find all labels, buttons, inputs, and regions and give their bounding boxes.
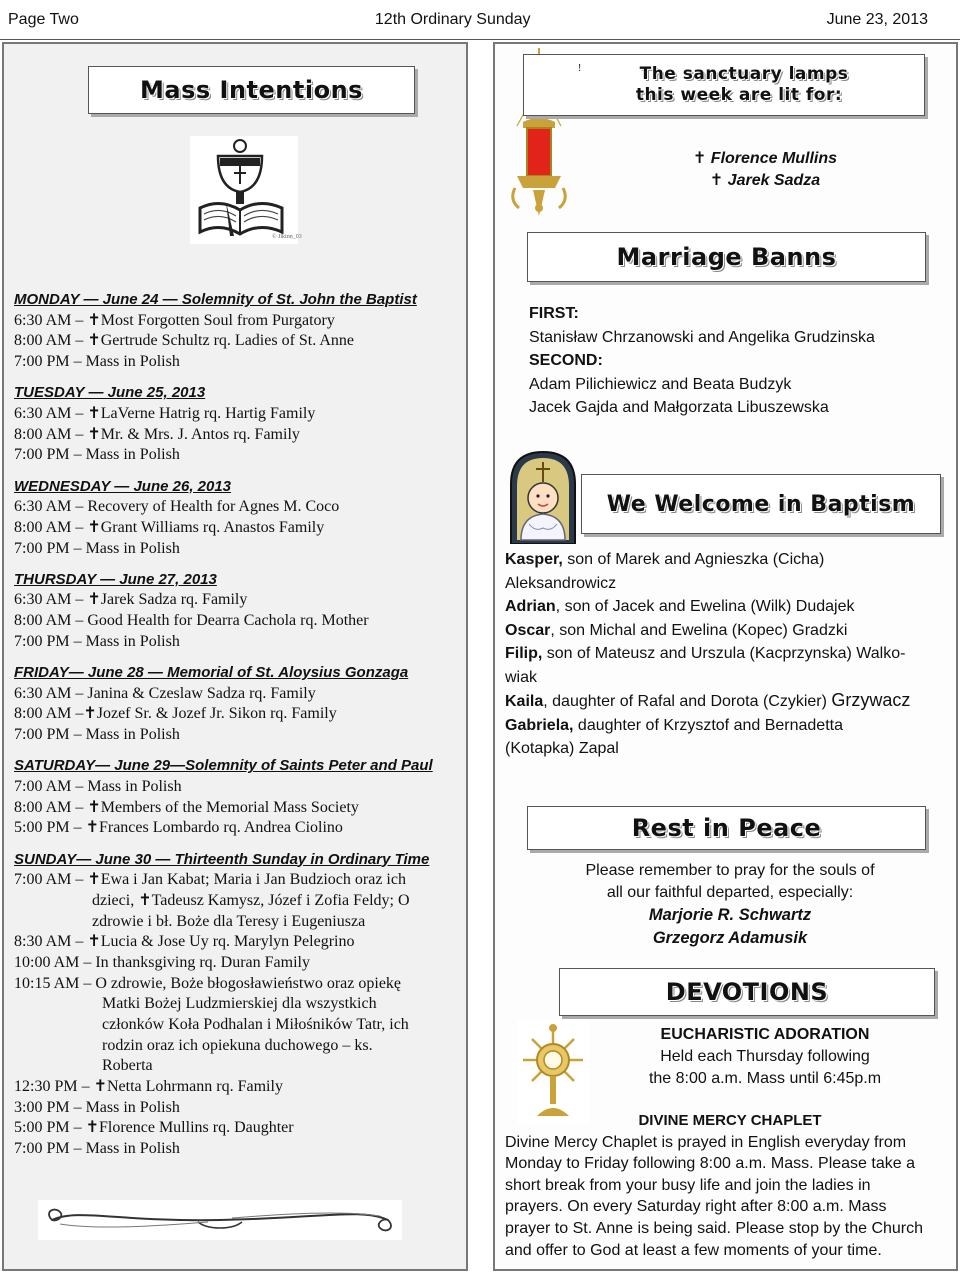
intention-line: 8:00 AM – ✝Mr. & Mrs. J. Antos rq. Family (14, 425, 300, 443)
monstrance-icon (517, 1020, 589, 1124)
intention-line: 7:00 PM – Mass in Polish (14, 539, 180, 557)
chaplet-line: Monday to Friday following 8:00 a.m. Mass. Please take a (505, 1155, 915, 1173)
banns-couple: Jacek Gajda and Małgorzata Libuszewska (529, 399, 829, 416)
sanctuary-name: ✝ Jarek Sadza (709, 172, 821, 189)
devotions-title: DEVOTIONS (559, 968, 935, 1016)
image-caption: © Jlkinn_03 (272, 234, 302, 240)
departed-name: Marjorie R. Schwartz (648, 906, 812, 924)
baptism-entry-cont: wiak (505, 668, 538, 686)
baptism-parents: son of Mateusz and Urszula (Kacprzynska) Walko- (542, 645, 906, 662)
chaplet-line: and offer to God at least a few moments of your time. (505, 1241, 882, 1259)
adoration-line: Held each Thursday following (660, 1048, 870, 1065)
chaplet-block (505, 1110, 955, 1261)
intention-line: 6:30 AM – Recovery of Health for Agnes M. Coco (14, 498, 340, 516)
day-heading: WEDNESDAY — June 26, 2013 (14, 477, 232, 495)
mass-intentions-title: Mass Intentions (88, 66, 415, 114)
weekday-intentions (14, 290, 433, 1160)
baptism-title: We Welcome in Baptism (581, 474, 941, 534)
intention-line: 8:00 AM –✝Jozef Sr. & Jozef Jr. Sikon rq. Family (14, 705, 337, 723)
departed-name: Grzegorz Adamusik (652, 929, 808, 947)
adoration-block (585, 1024, 945, 1090)
issue-date: June 23, 2013 (826, 10, 928, 28)
adoration-line: the 8:00 a.m. Mass until 6:45p.m (648, 1070, 882, 1087)
banns-second-label: SECOND: (529, 352, 603, 369)
scroll-divider-icon (38, 1200, 402, 1240)
baptism-entry (505, 548, 955, 572)
page-number: Page Two (8, 10, 79, 28)
sanctuary-lamps-title-box (523, 54, 925, 116)
intention-line: 6:30 AM – ✝Jarek Sadza rq. Family (14, 591, 248, 609)
rest-in-peace-text (505, 860, 955, 950)
baptism-name: Gabriela, (505, 716, 574, 734)
baptism-entry (505, 689, 955, 714)
baptism-entry (505, 595, 955, 619)
intention-line: Roberta (102, 1057, 153, 1075)
day-heading: SUNDAY— June 30 — Thirteenth Sunday in Ordinary Time (14, 850, 430, 868)
baptism-entry (505, 714, 955, 738)
day-heading: FRIDAY— June 28 — Memorial of St. Aloysius Gonzaga (14, 664, 409, 681)
marriage-banns-title: Marriage Banns (527, 232, 926, 282)
chaplet-line: Divine Mercy Chaplet is prayed in English everyday from (505, 1133, 907, 1151)
sanctuary-title-line1: The sanctuary lamps (639, 64, 849, 84)
baptism-parents: son of Marek and Agnieszka (Cicha) (562, 551, 825, 568)
day-heading: SATURDAY— June 29—Solemnity of Saints Peter and Paul (14, 757, 433, 775)
baptism-name: Adrian (505, 598, 556, 615)
intention-line: 7:00 PM – Mass in Polish (14, 353, 180, 371)
baptism-entry-cont: (Kotapka) Zapal (505, 740, 619, 757)
rest-in-peace-title: Rest in Peace (527, 806, 926, 850)
day-heading: MONDAY — June 24 — Solemnity of St. John the Baptist (14, 291, 417, 308)
sanctuary-title-line2: this week are lit for: (635, 85, 843, 105)
intention-line: 8:30 AM – ✝Lucia & Jose Uy rq. Marylyn Pelegrino (14, 933, 355, 951)
intention-line: 10:00 AM – In thanksgiving rq. Duran Family (14, 953, 310, 971)
intention-line: 10:15 AM – O zdrowie, Boże błogosławieństwo oraz opiekę (14, 974, 402, 992)
intention-line: 7:00 AM – Mass in Polish (14, 777, 182, 795)
chaplet-line: prayers. On every Saturday right after 8:00 a.m. Mass (505, 1198, 887, 1216)
banns-first-label: FIRST: (529, 305, 579, 322)
sanctuary-mark: ! (578, 63, 582, 74)
sanctuary-names (645, 148, 885, 192)
liturgical-day: 12th Ordinary Sunday (374, 10, 531, 28)
intention-line: 7:00 AM – ✝Ewa i Jan Kabat; Maria i Jan Budzioch oraz ich (14, 871, 406, 889)
chalice-book-icon (190, 136, 298, 244)
baptism-surname: Grzywacz (831, 690, 911, 710)
adoration-heading: EUCHARISTIC ADORATION (660, 1026, 870, 1043)
intention-line: członków Koła Podhalan i Miłośników Tatr, ich (102, 1016, 409, 1033)
intention-line: 7:00 PM – Mass in Polish (14, 1140, 180, 1158)
chaplet-line: prayer to St. Anne is being said. Please stop by the Church (505, 1219, 924, 1237)
chaplet-heading: DIVINE MERCY CHAPLET (638, 1112, 822, 1129)
marriage-banns-list (529, 302, 875, 420)
rest-line: all our faithful departed, especially: (606, 884, 854, 901)
chaplet-line: short break from your busy life and join the ladies in (505, 1176, 871, 1194)
baptism-name: Kasper, (505, 551, 563, 568)
baptism-list (505, 548, 955, 761)
intention-line: 8:00 AM – Good Health for Dearra Cachola rq. Mother (14, 612, 369, 630)
intention-line: 7:00 PM – Mass in Polish (14, 726, 180, 744)
intention-line: rodzin oraz ich opiekuna duchowego – ks. (102, 1036, 373, 1054)
baptism-name: Kaila (505, 693, 544, 710)
intention-line: zdrowie i bł. Boże dla Teresy i Eugeniusza (92, 912, 366, 930)
baptism-baby-icon (505, 448, 581, 544)
intention-line: 12:30 PM – ✝Netta Lohrmann rq. Family (14, 1078, 283, 1096)
intention-line: 8:00 AM – ✝Grant Williams rq. Anastos Family (14, 518, 325, 536)
baptism-entry-cont: Aleksandrowicz (505, 574, 617, 592)
intention-line: 8:00 AM – ✝Members of the Memorial Mass Society (14, 798, 359, 816)
intention-line: 7:00 PM – Mass in Polish (14, 446, 180, 464)
page-header (0, 0, 960, 40)
intention-line: 8:00 AM – ✝Gertrude Schultz rq. Ladies of St. Anne (14, 332, 355, 350)
baptism-name: Filip, (505, 645, 543, 662)
baptism-parents: , son of Jacek and Ewelina (Wilk) Dudajek (555, 598, 855, 615)
banns-couple: Stanisław Chrzanowski and Angelika Grudzinska (529, 328, 875, 346)
intention-line: dzieci, ✝Tadeusz Kamysz, Józef i Zofia Feldy; O (92, 891, 410, 909)
intention-line: 7:00 PM – Mass in Polish (14, 632, 180, 650)
mass-intentions-column (2, 42, 468, 1271)
baptism-parents: , daughter of Rafal and Dorota (Czykier) (543, 693, 832, 710)
day-heading: TUESDAY — June 25, 2013 (14, 384, 206, 402)
intention-line: 6:30 AM – ✝Most Forgotten Soul from Purgatory (14, 311, 335, 329)
intention-line: 3:00 PM – Mass in Polish (14, 1098, 180, 1116)
rest-line: Please remember to pray for the souls of (585, 862, 875, 879)
announcements-column (493, 42, 958, 1271)
baptism-parents: daughter of Krzysztof and Bernadetta (573, 716, 843, 734)
intention-line: 6:30 AM – ✝LaVerne Hatrig rq. Hartig Family (14, 404, 316, 422)
day-heading: THURSDAY — June 27, 2013 (14, 570, 217, 588)
intention-line: 5:00 PM – ✝Florence Mullins rq. Daughter (14, 1119, 294, 1137)
banns-couple: Adam Pilichiewicz and Beata Budzyk (529, 375, 792, 393)
intention-line: 6:30 AM – Janina & Czeslaw Sadza rq. Family (14, 684, 316, 702)
baptism-name: Oscar (505, 621, 551, 639)
intention-line: Matki Bożej Ludzmierskiej dla wszystkich (102, 995, 377, 1013)
intention-line: 5:00 PM – ✝Frances Lombardo rq. Andrea Ciolino (14, 819, 343, 837)
baptism-parents: , son Michal and Ewelina (Kopec) Gradzki (550, 621, 848, 639)
baptism-entry (505, 642, 955, 666)
baptism-entry (505, 619, 955, 643)
sanctuary-name: ✝ Florence Mullins (692, 150, 838, 167)
